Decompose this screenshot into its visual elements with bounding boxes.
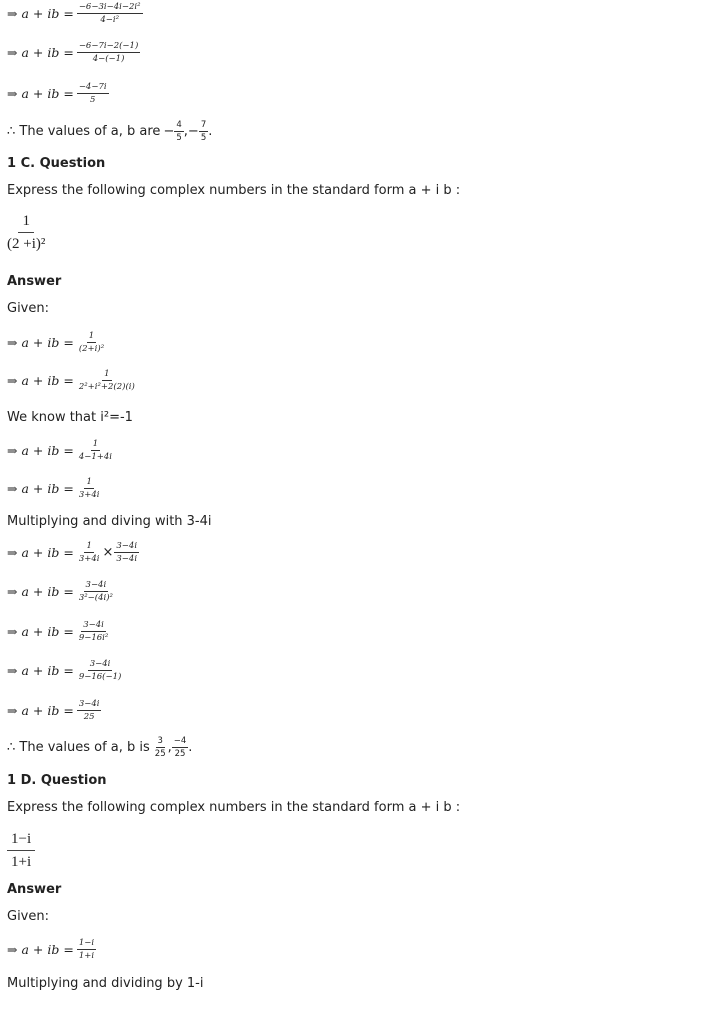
problem-expression <box>7 828 35 871</box>
numerator: 3−4i <box>85 580 107 590</box>
step-equation <box>7 369 137 392</box>
denominator: 9−16(−1) <box>78 672 122 682</box>
step-equation <box>7 439 114 462</box>
numerator: 3−4i <box>83 620 104 630</box>
fraction <box>114 541 139 564</box>
lhs-expression: a + ib <box>21 663 60 678</box>
numerator: 3 <box>157 736 163 746</box>
fraction <box>77 620 110 643</box>
denominator: 3+4i <box>78 490 100 500</box>
equals-sign: = <box>63 584 74 599</box>
fraction-a <box>153 736 168 759</box>
comma: , <box>167 740 172 755</box>
denominator: 4−(−1) <box>92 54 125 64</box>
implies-arrow: ⇒ <box>7 335 18 350</box>
lhs-expression: a + ib <box>21 703 60 718</box>
numerator: 1 <box>104 369 110 379</box>
numerator: −4−7i <box>78 82 107 92</box>
numerator: 3−4i <box>89 659 111 669</box>
numerator: −6−7i−2(−1) <box>78 41 139 51</box>
equals-sign: = <box>63 6 74 21</box>
equals-sign: = <box>63 663 74 678</box>
lhs-expression: a + ib <box>21 45 60 60</box>
numerator: −6−3i−4i−2i² <box>78 2 141 12</box>
denominator: (2 +i)² <box>7 236 46 252</box>
minus-sign: − <box>163 124 175 139</box>
denominator: 4−i² <box>100 15 119 25</box>
fact-line: We know that i²=-1 <box>7 410 133 425</box>
denominator: 3−4i <box>116 554 138 564</box>
equals-sign: = <box>63 545 74 560</box>
implies-arrow: ⇒ <box>7 45 18 60</box>
numerator: 1 <box>18 212 34 233</box>
lhs-expression: a + ib <box>21 545 60 560</box>
numerator: −4 <box>173 736 187 746</box>
equals-sign: = <box>63 335 74 350</box>
numerator: 1 <box>92 439 99 449</box>
step-equation <box>7 938 96 961</box>
comma: , <box>183 124 188 139</box>
method-line: Multiplying and diving with 3-4i <box>7 514 212 529</box>
conclusion-line <box>7 120 212 143</box>
denominator: 3+4i <box>78 554 100 564</box>
fraction <box>77 580 115 603</box>
lhs-expression: a + ib <box>21 335 60 350</box>
denominator: 4−1+4i <box>78 452 112 462</box>
fraction-b <box>199 120 208 143</box>
given-label: Given: <box>7 909 49 924</box>
implies-arrow: ⇒ <box>7 584 18 599</box>
numerator: 1 <box>86 477 92 487</box>
period: . <box>208 124 213 139</box>
fraction <box>77 439 114 462</box>
fraction <box>77 82 109 105</box>
denominator: 5 <box>176 133 182 143</box>
implies-arrow: ⇒ <box>7 481 18 496</box>
implies-arrow: ⇒ <box>7 6 18 21</box>
numerator: 1−i <box>7 830 35 851</box>
conclusion-text: ∴ The values of a, b are <box>7 124 161 139</box>
numerator: 3−4i <box>116 541 138 551</box>
step-equation <box>7 659 123 682</box>
lhs-expression: a + ib <box>21 584 60 599</box>
period: . <box>188 740 193 755</box>
step-equation <box>7 477 101 500</box>
implies-arrow: ⇒ <box>7 86 18 101</box>
times-sign: × <box>102 545 114 560</box>
lhs-expression: a + ib <box>21 481 60 496</box>
fraction-a <box>174 120 183 143</box>
denominator: 25 <box>174 749 186 759</box>
minus-sign: − <box>187 124 199 139</box>
fraction <box>77 477 102 500</box>
method-line: Multiplying and dividing by 1-i <box>7 976 204 991</box>
lhs-expression: a + ib <box>21 373 60 388</box>
step-equation <box>7 699 101 722</box>
numerator: 4 <box>176 120 182 130</box>
denominator: 1+i <box>11 854 32 870</box>
fraction <box>7 212 45 253</box>
question-heading: 1 C. Question <box>7 156 106 171</box>
fraction <box>77 369 137 392</box>
lhs-expression: a + ib <box>21 624 60 639</box>
fraction <box>77 331 106 354</box>
conclusion-line <box>7 736 192 759</box>
problem-expression <box>7 210 45 253</box>
equals-sign: = <box>63 86 74 101</box>
step-equation <box>7 41 140 64</box>
implies-arrow: ⇒ <box>7 443 18 458</box>
implies-arrow: ⇒ <box>7 373 18 388</box>
lhs-expression: a + ib <box>21 942 60 957</box>
equals-sign: = <box>63 373 74 388</box>
fraction <box>77 659 124 682</box>
fraction <box>77 41 140 64</box>
question-prompt: Express the following complex numbers in the standard form a + i b : <box>7 800 461 815</box>
conclusion-text: ∴ The values of a, b is <box>7 740 150 755</box>
numerator: 1−i <box>78 938 95 948</box>
step-equation <box>7 2 143 25</box>
question-heading: 1 D. Question <box>7 773 107 788</box>
denominator: 1+i <box>78 951 95 961</box>
lhs-expression: a + ib <box>21 443 60 458</box>
numerator: 1 <box>88 331 95 341</box>
numerator: 3−4i <box>78 699 100 709</box>
numerator: 7 <box>200 120 207 130</box>
fraction <box>7 830 35 871</box>
denominator: 25 <box>83 712 95 722</box>
denominator: 3²−(4i)² <box>78 593 113 603</box>
numerator: 1 <box>86 541 92 551</box>
question-prompt: Express the following complex numbers in the standard form a + i b : <box>7 183 461 198</box>
denominator: 5 <box>200 133 207 143</box>
implies-arrow: ⇒ <box>7 703 18 718</box>
denominator: (2+i)² <box>78 344 105 354</box>
step-equation <box>7 620 110 643</box>
answer-label: Answer <box>7 274 62 289</box>
denominator: 9−16i² <box>78 633 109 643</box>
equals-sign: = <box>63 624 74 639</box>
fraction <box>77 938 96 961</box>
fraction <box>77 2 143 25</box>
equals-sign: = <box>63 443 74 458</box>
step-equation <box>7 580 115 603</box>
equals-sign: = <box>63 481 74 496</box>
lhs-expression: a + ib <box>21 6 60 21</box>
equals-sign: = <box>63 45 74 60</box>
step-equation <box>7 541 139 564</box>
fraction <box>77 541 102 564</box>
fraction-b <box>172 736 189 759</box>
denominator: 2²+i²+2(2)(i) <box>78 382 135 392</box>
denominator: 5 <box>89 95 96 105</box>
step-equation <box>7 82 109 105</box>
equals-sign: = <box>63 942 74 957</box>
equals-sign: = <box>63 703 74 718</box>
implies-arrow: ⇒ <box>7 663 18 678</box>
lhs-expression: a + ib <box>21 86 60 101</box>
step-equation <box>7 331 106 354</box>
given-label: Given: <box>7 301 49 316</box>
answer-label: Answer <box>7 882 62 897</box>
implies-arrow: ⇒ <box>7 942 18 957</box>
fraction <box>77 699 102 722</box>
implies-arrow: ⇒ <box>7 545 18 560</box>
denominator: 25 <box>154 749 166 759</box>
implies-arrow: ⇒ <box>7 624 18 639</box>
